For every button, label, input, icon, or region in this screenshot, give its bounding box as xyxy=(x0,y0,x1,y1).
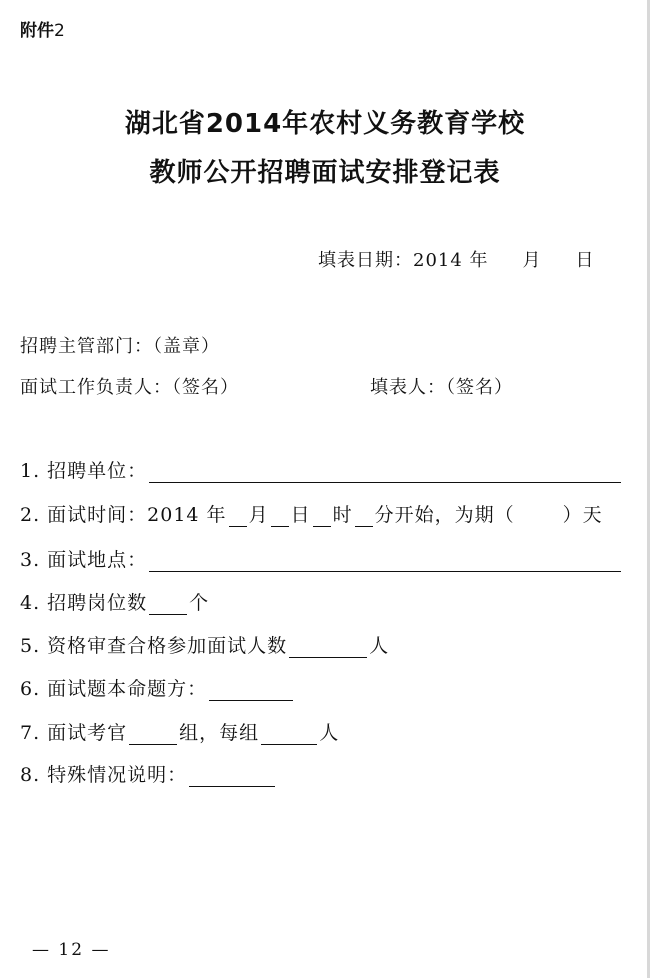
item-label: 8. 特殊情况说明： xyxy=(20,764,188,786)
item-label: 1. 招聘单位： xyxy=(20,460,148,482)
group-text: 组，每组 xyxy=(179,722,260,744)
blank-hour[interactable] xyxy=(313,506,331,527)
unit-text: 人 xyxy=(369,635,390,657)
blank-line[interactable] xyxy=(149,551,621,572)
fill-date-month: 月 xyxy=(522,250,542,271)
item-position-count xyxy=(20,588,209,615)
item-label: 7. 面试考官 xyxy=(20,722,128,744)
item-label: 5. 资格审查合格参加面试人数 xyxy=(20,635,288,657)
blank-line[interactable] xyxy=(149,462,621,483)
annex-number: 2 xyxy=(54,21,65,41)
fill-date-day: 日 xyxy=(575,250,595,271)
filler-signature-field: 填表人：（签名） xyxy=(370,377,513,398)
blank-line[interactable] xyxy=(189,766,275,787)
item-interview-time xyxy=(20,500,603,527)
annex-label xyxy=(20,16,65,41)
item-recruiting-unit xyxy=(20,456,623,483)
blank-day[interactable] xyxy=(271,506,289,527)
fill-date xyxy=(318,246,595,272)
item-special-notes xyxy=(20,760,277,787)
item-qualified-count xyxy=(20,631,389,658)
hour-text: 时 xyxy=(332,504,353,526)
title-line-1: 湖北省2014年农村义务教育学校 xyxy=(124,109,526,139)
item-examiners xyxy=(20,718,339,745)
page-number: — 12 — xyxy=(32,940,111,960)
item-question-setter xyxy=(20,674,295,701)
interview-lead-signature-field: 面试工作负责人：（签名） xyxy=(20,377,239,398)
item-interview-location xyxy=(20,545,623,572)
blank-groups[interactable] xyxy=(129,724,177,745)
blank-line[interactable] xyxy=(149,594,187,615)
item-label: 3. 面试地点： xyxy=(20,549,148,571)
month-text: 月 xyxy=(248,504,269,526)
title-line-2: 教师公开招聘面试安排登记表 xyxy=(149,158,501,188)
blank-minute[interactable] xyxy=(355,506,373,527)
item-label: 4. 招聘岗位数 xyxy=(20,592,148,614)
blank-line[interactable] xyxy=(289,637,367,658)
unit-text: 个 xyxy=(189,592,210,614)
department-seal-field: 招聘主管部门：（盖章） xyxy=(20,336,220,357)
day-text: 日 xyxy=(290,504,311,526)
blank-month[interactable] xyxy=(229,506,247,527)
item-label: 6. 面试题本命题方： xyxy=(20,678,208,700)
minute-text: 分开始，为期（ xyxy=(374,504,515,526)
blank-per-group[interactable] xyxy=(261,724,317,745)
item-label: 2. 面试时间：2014 年 xyxy=(20,504,227,526)
blank-line[interactable] xyxy=(209,680,293,701)
fill-date-prefix: 填表日期：2014 年 xyxy=(318,250,489,271)
duration-suffix: ）天 xyxy=(562,504,603,526)
annex-text: 附件 xyxy=(20,21,54,41)
unit-text: 人 xyxy=(319,722,340,744)
